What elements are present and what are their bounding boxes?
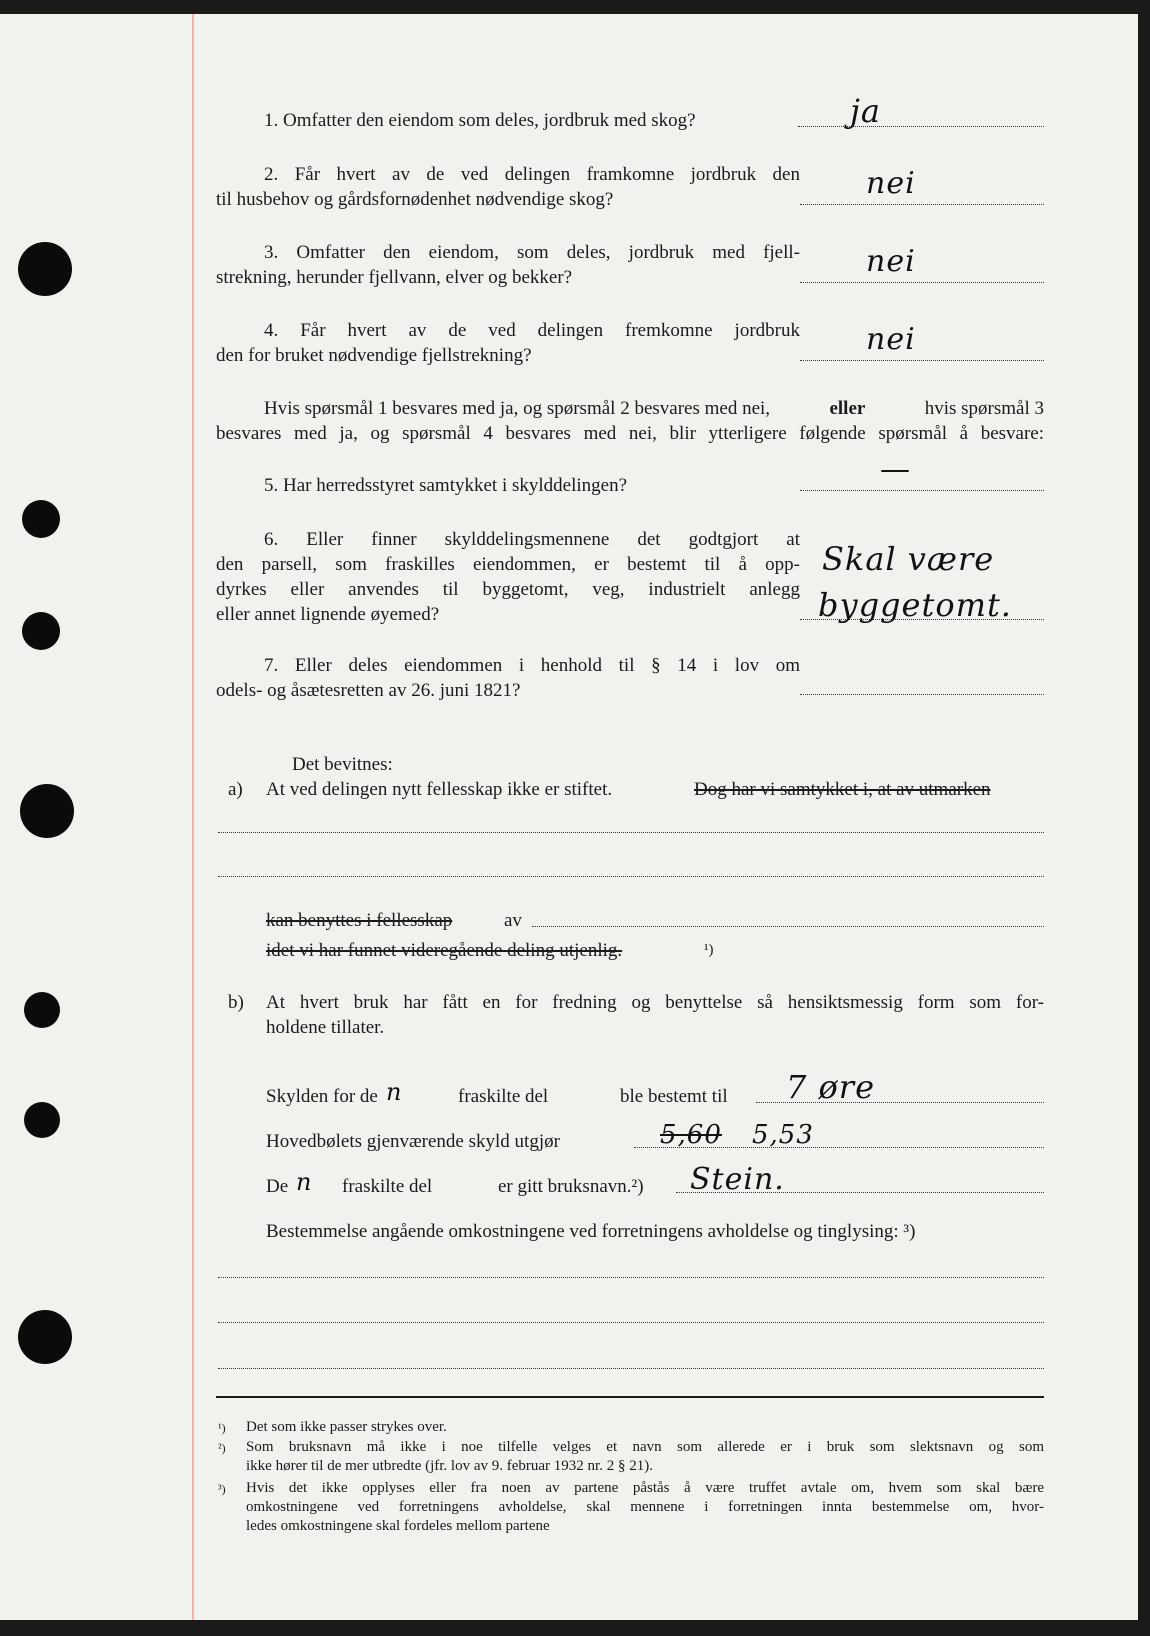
handwritten-answer-5: — bbox=[880, 452, 911, 487]
punch-hole bbox=[18, 242, 72, 296]
attest-heading: Det bevitnes: bbox=[292, 754, 393, 775]
handwritten-answer-2: nei bbox=[866, 166, 916, 201]
question-6-line-3: dyrkes eller anvendes til byggetomt, veg, industrielt anlegg bbox=[216, 579, 800, 600]
skylden-label-a: Skylden for de bbox=[266, 1086, 378, 1107]
footnote-separator bbox=[216, 1396, 1044, 1398]
hovedbolet-struck-value: 5,60 bbox=[660, 1120, 722, 1150]
den-handwritten-suffix: n bbox=[296, 1168, 313, 1196]
footnote-1-mark: ¹) bbox=[218, 1421, 226, 1435]
fill-line bbox=[218, 1322, 1044, 1323]
question-7-line-1: 7. Eller deles eiendommen i henhold til § 14 i lov om bbox=[264, 655, 800, 676]
skylden-handwritten-suffix: n bbox=[386, 1078, 403, 1106]
question-6-line-1: 6. Eller finner skylddelingsmennene det godtgjort at bbox=[264, 529, 800, 550]
question-6-line-2: den parsell, som fraskilles eiendommen, er bestemt til å opp- bbox=[216, 554, 800, 575]
answer-line bbox=[800, 360, 1044, 361]
conditional-line-2: besvares med ja, og spørsmål 4 besvares med nei, blir ytterligere følgende spørsmål å besvare: bbox=[216, 423, 1044, 444]
skylden-label-b: fraskilte del bbox=[458, 1086, 549, 1107]
hovedbolet-value: 5,53 bbox=[752, 1120, 814, 1150]
footnote-3-mark: ³) bbox=[218, 1482, 226, 1496]
skylden-value: 7 øre bbox=[786, 1068, 876, 1106]
hovedbolet-label: Hovedbølets gjenværende skyld utgjør bbox=[266, 1131, 560, 1152]
handwritten-answer-6-line-1: Skal være bbox=[822, 540, 995, 578]
question-4-line-2: den for bruket nødvendige fjellstrekning? bbox=[216, 345, 532, 366]
question-7-line-2: odels- og åsætesretten av 26. juni 1821? bbox=[216, 680, 521, 701]
question-3-line-1: 3. Omfatter den eiendom, som deles, jordbruk med fjell- bbox=[264, 242, 800, 263]
punch-hole bbox=[24, 1102, 60, 1138]
attest-b-marker: b) bbox=[228, 992, 244, 1013]
attest-b-line-1: At hvert bruk har fått en for fredning og benyttelse så hensiktsmessig form som for- bbox=[266, 992, 1044, 1013]
struck-line-1: kan benyttes i fellesskap bbox=[266, 910, 453, 931]
handwritten-answer-3: nei bbox=[866, 244, 916, 279]
question-2-line-1: 2. Får hvert av de ved delingen framkomne jordbruk den bbox=[264, 164, 800, 185]
footnote-3-line-1: Hvis det ikke opplyses eller fra noen av partene påstås å være truffet avtale om, hvem som skal bære bbox=[246, 1480, 1044, 1496]
footnote-3-line-2: omkostningene ved forretningens avholdelse, skal mennene i forretningen innta bestemmelse om, hvor- bbox=[246, 1499, 1044, 1515]
scan-border-bottom bbox=[0, 1620, 1150, 1636]
question-4-line-1: 4. Får hvert av de ved delingen fremkomne jordbruk bbox=[264, 320, 800, 341]
punch-hole bbox=[24, 992, 60, 1028]
question-3-line-2: strekning, herunder fjellvann, elver og bekker? bbox=[216, 267, 573, 288]
question-6-line-4: eller annet lignende øyemed? bbox=[216, 604, 440, 625]
den-label-b: fraskilte del bbox=[342, 1176, 433, 1197]
question-1: 1. Omfatter den eiendom som deles, jordbruk med skog? bbox=[264, 110, 696, 131]
question-5: 5. Har herredsstyret samtykket i skylddelingen? bbox=[264, 475, 628, 496]
answer-line bbox=[800, 282, 1044, 283]
answer-line bbox=[800, 694, 1044, 695]
fill-line bbox=[218, 1368, 1044, 1369]
bestemmelse-label: Bestemmelse angående omkostningene ved forretningens avholdelse og tinglysing: ³) bbox=[266, 1221, 916, 1242]
fill-line bbox=[218, 876, 1044, 877]
scan-border-right bbox=[1138, 0, 1150, 1636]
punch-hole bbox=[20, 784, 74, 838]
punch-hole bbox=[18, 1310, 72, 1364]
scan-border-top bbox=[0, 0, 1150, 14]
punch-hole bbox=[22, 612, 60, 650]
bruksnavn-value: Stein. bbox=[690, 1162, 785, 1197]
den-label-a: De bbox=[266, 1176, 289, 1197]
attest-b-line-2: holdene tillater. bbox=[266, 1017, 385, 1038]
handwritten-answer-6-line-2: byggetomt. bbox=[818, 586, 1012, 624]
footnote-3-line-3: ledes omkostningene skal fordeles mellom partene bbox=[246, 1518, 550, 1534]
footnote-2-mark: ²) bbox=[218, 1441, 226, 1455]
struck-line-2: idet vi har funnet videregående deling utjenlig. bbox=[266, 940, 623, 961]
conditional-bold: eller bbox=[829, 398, 866, 419]
question-2-line-2: til husbehov og gårdsfornødenhet nødvendige skog? bbox=[216, 189, 614, 210]
conditional-line-1 bbox=[264, 396, 1044, 421]
fill-line bbox=[218, 832, 1044, 833]
skylden-label-c: ble bestemt til bbox=[620, 1086, 728, 1107]
handwritten-answer-4: nei bbox=[866, 322, 916, 357]
footnote-1-line-1: Det som ikke passer strykes over. bbox=[246, 1419, 447, 1435]
margin-rule bbox=[192, 14, 194, 1620]
fill-line bbox=[532, 926, 1044, 927]
footnote-ref-1: ¹) bbox=[704, 942, 714, 958]
conditional-text-a: Hvis spørsmål 1 besvares med ja, og spørsmål 2 besvares med nei, bbox=[264, 398, 771, 419]
struck-line-1-suffix: av bbox=[504, 910, 522, 931]
answer-line bbox=[798, 126, 1044, 127]
attest-a-text: At ved delingen nytt fellesskap ikke er stiftet. bbox=[266, 779, 613, 800]
attest-a-marker: a) bbox=[228, 779, 243, 800]
handwritten-answer-1: ja bbox=[850, 92, 881, 130]
answer-line bbox=[800, 490, 1044, 491]
fill-line bbox=[218, 1277, 1044, 1278]
answer-line bbox=[800, 204, 1044, 205]
footnote-2-line-2: ikke hører til de mer utbredte (jfr. lov av 9. februar 1932 nr. 2 § 21). bbox=[246, 1458, 653, 1474]
conditional-text-b: hvis spørsmål 3 bbox=[924, 398, 1044, 419]
punch-hole bbox=[22, 500, 60, 538]
attest-a-struck: Dog har vi samtykket i, at av utmarken bbox=[694, 779, 991, 800]
den-label-c: er gitt bruksnavn.²) bbox=[498, 1176, 644, 1197]
footnote-2-line-1: Som bruksnavn må ikke i noe tilfelle velges et navn som allerede er i bruk som slektsnavn og som bbox=[246, 1439, 1044, 1455]
